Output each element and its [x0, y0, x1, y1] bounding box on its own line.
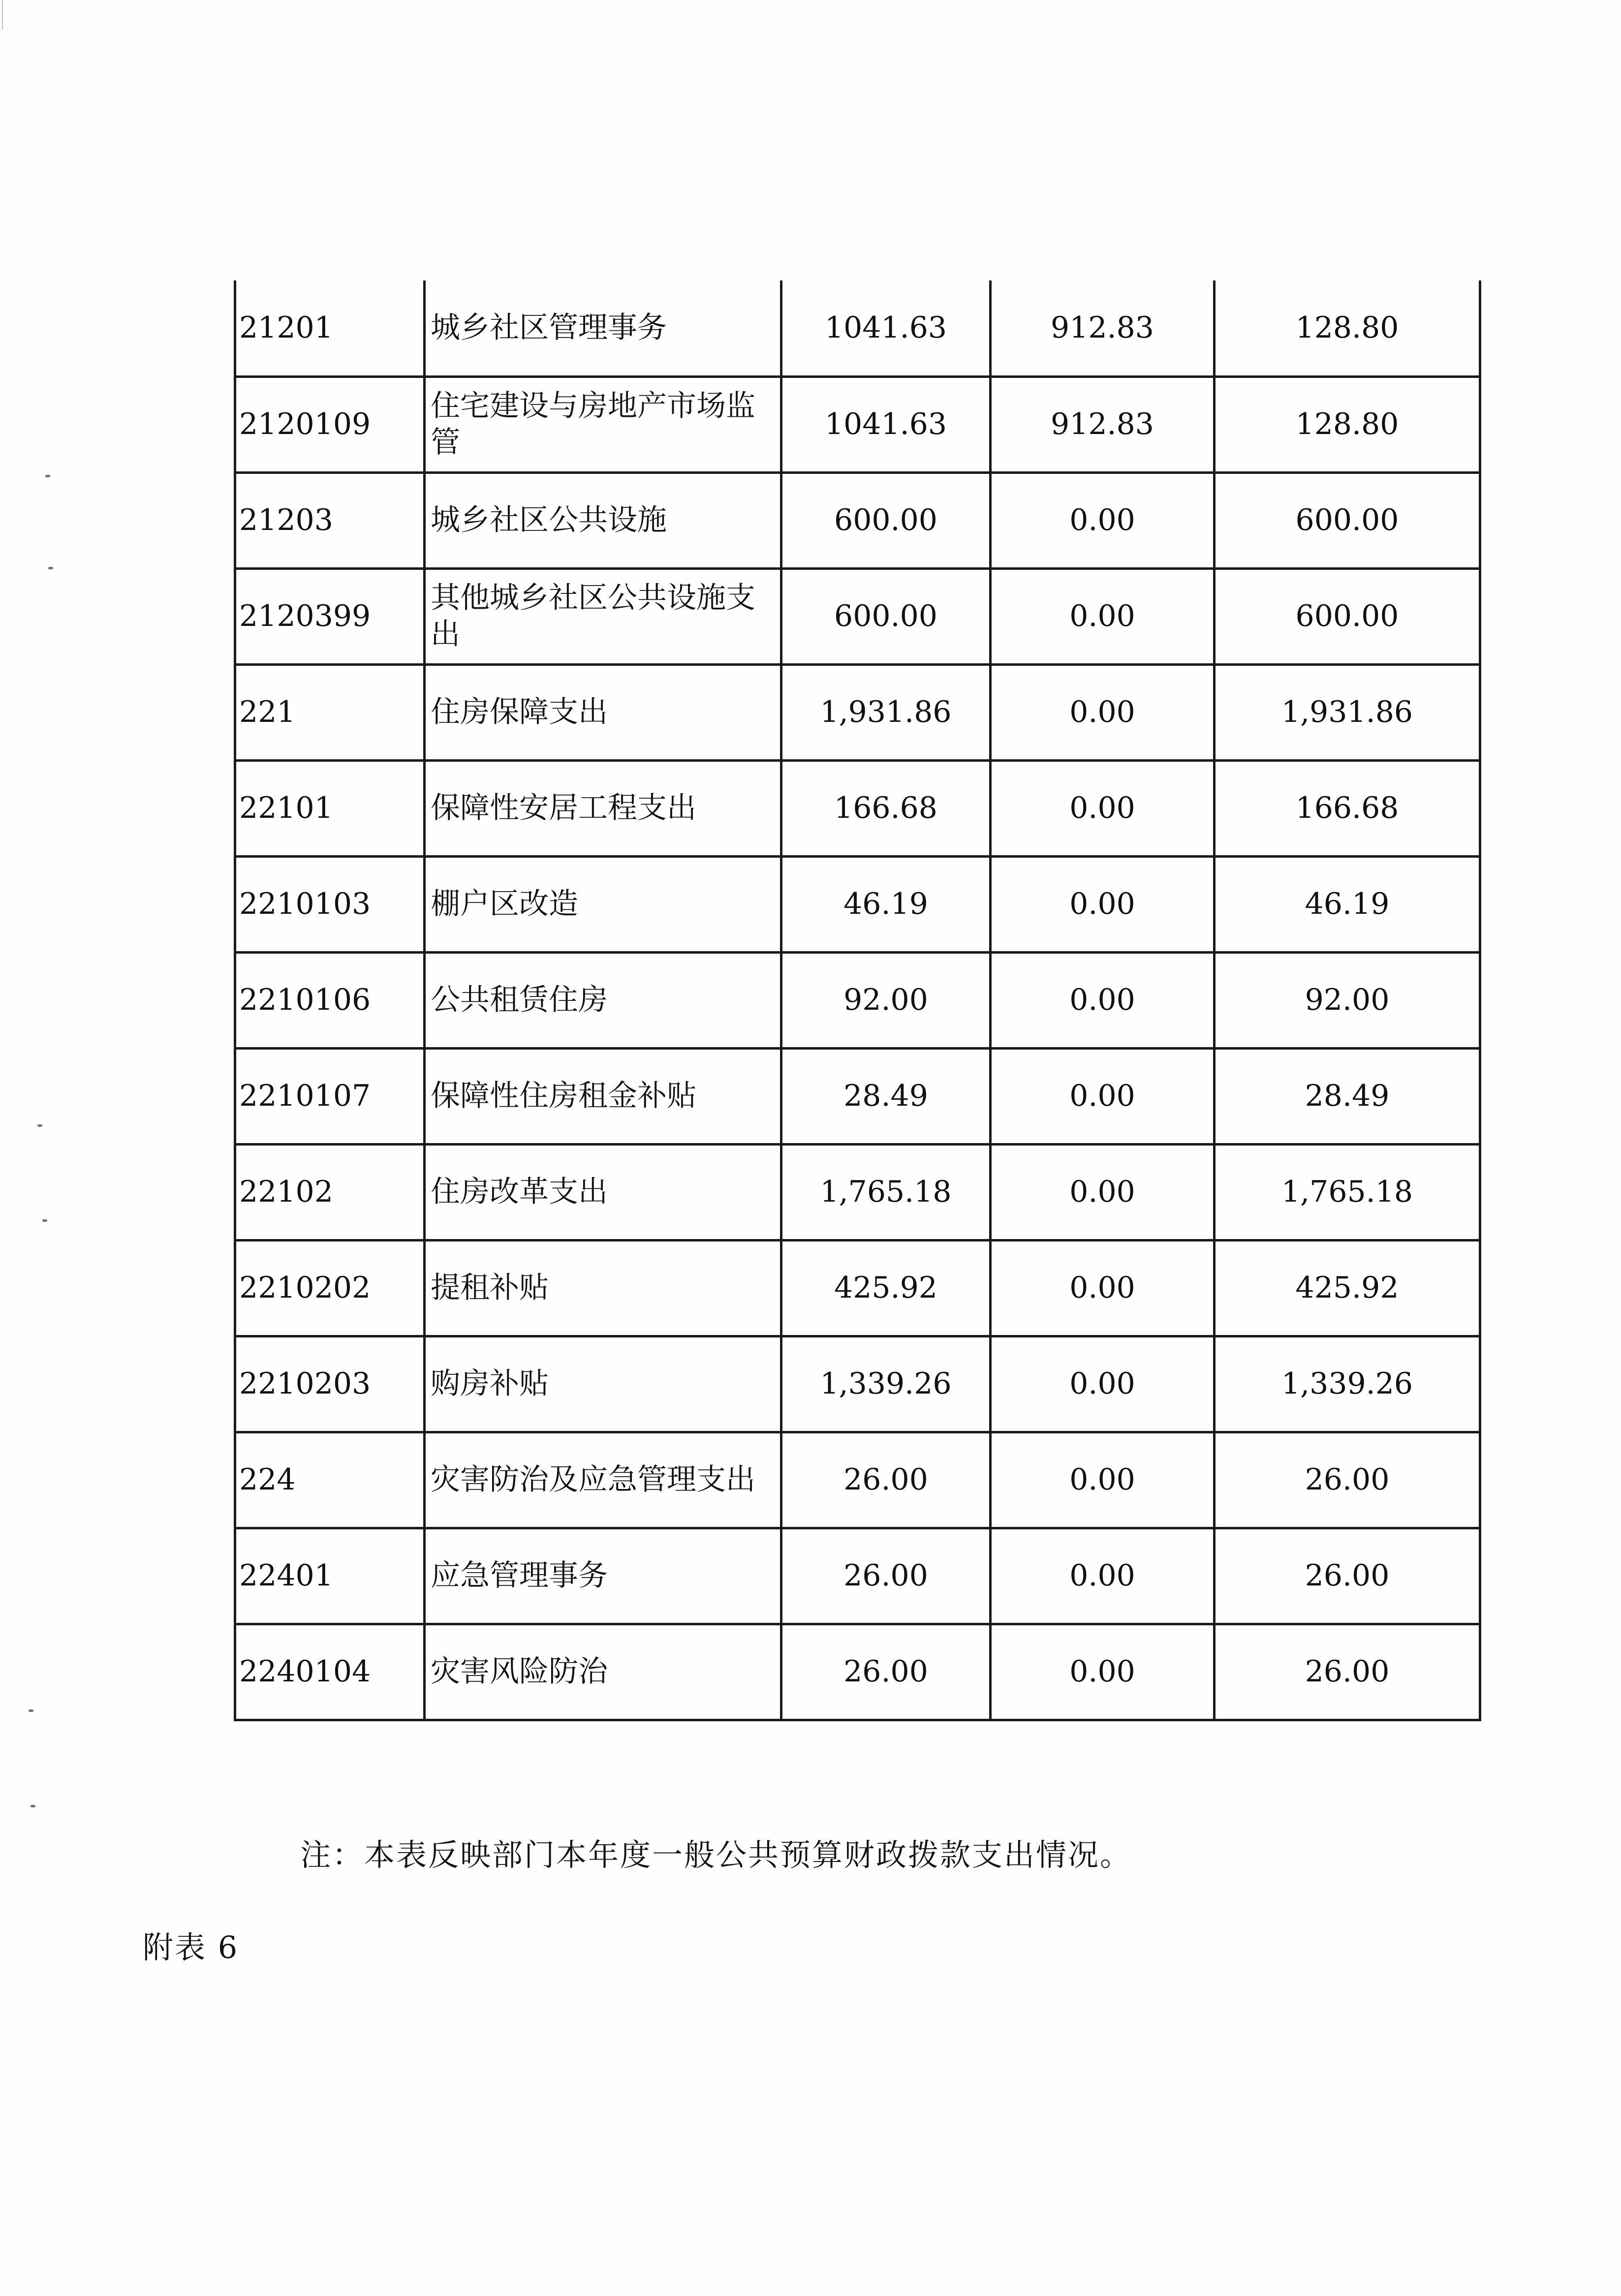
code-cell: 2210106 — [235, 952, 425, 1048]
table-row — [235, 952, 1480, 1048]
project-amount-cell: 1,931.86 — [1215, 664, 1480, 760]
table-row — [235, 1240, 1480, 1336]
name-cell: 保障性住房租金补贴 — [425, 1048, 781, 1144]
scan-speck — [48, 567, 53, 569]
total-amount-cell: 1041.63 — [781, 376, 991, 472]
code-cell: 2210203 — [235, 1336, 425, 1432]
project-amount-cell: 600.00 — [1215, 472, 1480, 568]
project-amount-cell: 26.00 — [1215, 1528, 1480, 1624]
basic-amount-cell: 0.00 — [991, 1336, 1215, 1432]
code-cell: 22102 — [235, 1144, 425, 1240]
code-cell: 2240104 — [235, 1624, 425, 1720]
table-row — [235, 760, 1480, 856]
code-cell: 22401 — [235, 1528, 425, 1624]
table-row — [235, 376, 1480, 472]
name-cell: 城乡社区管理事务 — [425, 280, 781, 376]
project-amount-cell: 46.19 — [1215, 856, 1480, 952]
total-amount-cell: 26.00 — [781, 1624, 991, 1720]
table-row — [235, 856, 1480, 952]
scan-speck — [42, 1219, 47, 1222]
name-cell: 公共租赁住房 — [425, 952, 781, 1048]
name-cell: 应急管理事务 — [425, 1528, 781, 1624]
project-amount-cell: 600.00 — [1215, 568, 1480, 664]
expenditure-table-body — [235, 280, 1480, 1720]
total-amount-cell: 1,765.18 — [781, 1144, 991, 1240]
basic-amount-cell: 0.00 — [991, 1240, 1215, 1336]
project-amount-cell: 26.00 — [1215, 1624, 1480, 1720]
code-cell: 221 — [235, 664, 425, 760]
basic-amount-cell: 0.00 — [991, 952, 1215, 1048]
name-cell: 住房改革支出 — [425, 1144, 781, 1240]
code-cell: 21203 — [235, 472, 425, 568]
basic-amount-cell: 0.00 — [991, 664, 1215, 760]
table-row — [235, 1336, 1480, 1432]
name-cell: 保障性安居工程支出 — [425, 760, 781, 856]
table-note: 注：本表反映部门本年度一般公共预算财政拨款支出情况。 — [300, 1837, 1132, 1873]
name-cell: 住房保障支出 — [425, 664, 781, 760]
total-amount-cell: 1041.63 — [781, 280, 991, 376]
table-row — [235, 472, 1480, 568]
basic-amount-cell: 0.00 — [991, 1048, 1215, 1144]
name-cell: 购房补贴 — [425, 1336, 781, 1432]
name-cell: 住宅建设与房地产市场监管 — [425, 376, 781, 472]
basic-amount-cell: 0.00 — [991, 472, 1215, 568]
scan-speck — [31, 1805, 35, 1807]
total-amount-cell: 26.00 — [781, 1432, 991, 1528]
project-amount-cell: 425.92 — [1215, 1240, 1480, 1336]
code-cell: 2210202 — [235, 1240, 425, 1336]
project-amount-cell: 28.49 — [1215, 1048, 1480, 1144]
table-row — [235, 1048, 1480, 1144]
table-row — [235, 1144, 1480, 1240]
table-row — [235, 568, 1480, 664]
project-amount-cell: 128.80 — [1215, 280, 1480, 376]
total-amount-cell: 28.49 — [781, 1048, 991, 1144]
total-amount-cell: 600.00 — [781, 568, 991, 664]
table-row — [235, 1528, 1480, 1624]
code-cell: 21201 — [235, 280, 425, 376]
project-amount-cell: 26.00 — [1215, 1432, 1480, 1528]
basic-amount-cell: 0.00 — [991, 1432, 1215, 1528]
appendix-label: 附表 6 — [143, 1929, 239, 1965]
project-amount-cell: 128.80 — [1215, 376, 1480, 472]
scan-speck — [29, 1709, 33, 1712]
code-cell: 224 — [235, 1432, 425, 1528]
code-cell: 2120109 — [235, 376, 425, 472]
code-cell: 22101 — [235, 760, 425, 856]
table-row — [235, 1432, 1480, 1528]
basic-amount-cell: 0.00 — [991, 568, 1215, 664]
total-amount-cell: 46.19 — [781, 856, 991, 952]
scan-speck — [37, 1124, 42, 1127]
table-row — [235, 1624, 1480, 1720]
name-cell: 棚户区改造 — [425, 856, 781, 952]
project-amount-cell: 92.00 — [1215, 952, 1480, 1048]
code-cell: 2210107 — [235, 1048, 425, 1144]
total-amount-cell: 92.00 — [781, 952, 991, 1048]
name-cell: 其他城乡社区公共设施支出 — [425, 568, 781, 664]
basic-amount-cell: 0.00 — [991, 1528, 1215, 1624]
table-row — [235, 664, 1480, 760]
basic-amount-cell: 0.00 — [991, 760, 1215, 856]
total-amount-cell: 1,339.26 — [781, 1336, 991, 1432]
code-cell: 2210103 — [235, 856, 425, 952]
project-amount-cell: 1,339.26 — [1215, 1336, 1480, 1432]
expenditure-table — [234, 280, 1481, 1721]
name-cell: 城乡社区公共设施 — [425, 472, 781, 568]
name-cell: 灾害防治及应急管理支出 — [425, 1432, 781, 1528]
scan-edge-mark — [2, 0, 3, 30]
basic-amount-cell: 0.00 — [991, 1144, 1215, 1240]
basic-amount-cell: 0.00 — [991, 1624, 1215, 1720]
total-amount-cell: 1,931.86 — [781, 664, 991, 760]
name-cell: 提租补贴 — [425, 1240, 781, 1336]
total-amount-cell: 166.68 — [781, 760, 991, 856]
basic-amount-cell: 912.83 — [991, 280, 1215, 376]
table-row — [235, 280, 1480, 376]
scan-speck — [45, 475, 50, 477]
total-amount-cell: 26.00 — [781, 1528, 991, 1624]
total-amount-cell: 425.92 — [781, 1240, 991, 1336]
code-cell: 2120399 — [235, 568, 425, 664]
total-amount-cell: 600.00 — [781, 472, 991, 568]
basic-amount-cell: 912.83 — [991, 376, 1215, 472]
project-amount-cell: 1,765.18 — [1215, 1144, 1480, 1240]
name-cell: 灾害风险防治 — [425, 1624, 781, 1720]
project-amount-cell: 166.68 — [1215, 760, 1480, 856]
basic-amount-cell: 0.00 — [991, 856, 1215, 952]
